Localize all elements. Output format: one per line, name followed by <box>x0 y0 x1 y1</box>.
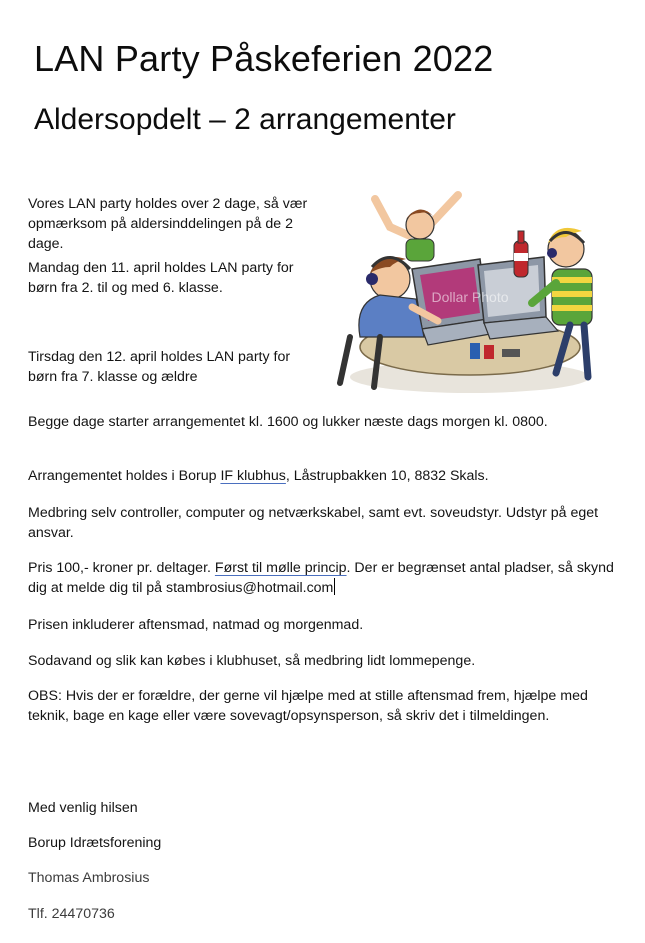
phone-number: Tlf. 24470736 <box>28 906 115 922</box>
times-paragraph: Begge dage starter arrangementet kl. 1600 og lukker næste dags morgen kl. 0800. <box>28 414 548 430</box>
page-title: LAN Party Påskeferien 2022 <box>34 38 494 79</box>
organization-text: Borup Idrætsforening <box>28 835 162 851</box>
first-come-link[interactable]: Først til mølle princip <box>214 560 347 576</box>
greeting-text: Med venlig hilsen <box>28 800 138 816</box>
food-paragraph: Prisen inkluderer aftensmad, natmad og morgenmad. <box>28 617 364 633</box>
text-cursor <box>334 578 335 595</box>
price-text-post: . Der er begrænset antal pladser, så skynd dig at melde dig til på stambrosius@hotmail.com <box>28 560 614 596</box>
snacks-paragraph: Sodavand og slik kan købes i klubhuset, så medbring lidt lommepenge. <box>28 653 476 669</box>
location-paragraph <box>28 466 618 486</box>
location-text-post: , Låstrupbakken 10, 8832 Skals. <box>285 468 489 484</box>
watermark-text: Dollar Photo <box>431 289 509 305</box>
tuesday-paragraph: Tirsdag den 12. april holdes LAN party for børn fra 7. klasse og ældre <box>28 349 291 385</box>
price-text-pre: Pris 100,- kroner pr. deltager. <box>28 560 215 576</box>
location-link[interactable]: IF klubhus <box>220 468 286 484</box>
bring-paragraph: Medbring selv controller, computer og netværkskabel, samt evt. soveudstyr. Udstyr på eget ansvar. <box>28 505 599 541</box>
obs-paragraph: OBS: Hvis der er forældre, der gerne vil hjælpe med at stille aftensmad frem, hjælpe med teknik, bage en kage eller være sovevagt/opsynsperson, så skriv det i tilmeldingen. <box>28 688 588 724</box>
lan-party-illustration <box>320 187 618 399</box>
signature-name: Thomas Ambrosius <box>28 870 150 886</box>
monday-paragraph: Mandag den 11. april holdes LAN party for børn fra 2. til og med 6. klasse. <box>28 260 294 296</box>
page-subtitle: Aldersopdelt – 2 arrangementer <box>34 103 456 136</box>
location-text-pre: Arrangementet holdes i Borup <box>28 468 221 484</box>
intro-paragraph: Vores LAN party holdes over 2 dage, så vær opmærksom på aldersinddelingen på de 2 dage. <box>28 196 308 252</box>
price-paragraph <box>28 558 618 598</box>
